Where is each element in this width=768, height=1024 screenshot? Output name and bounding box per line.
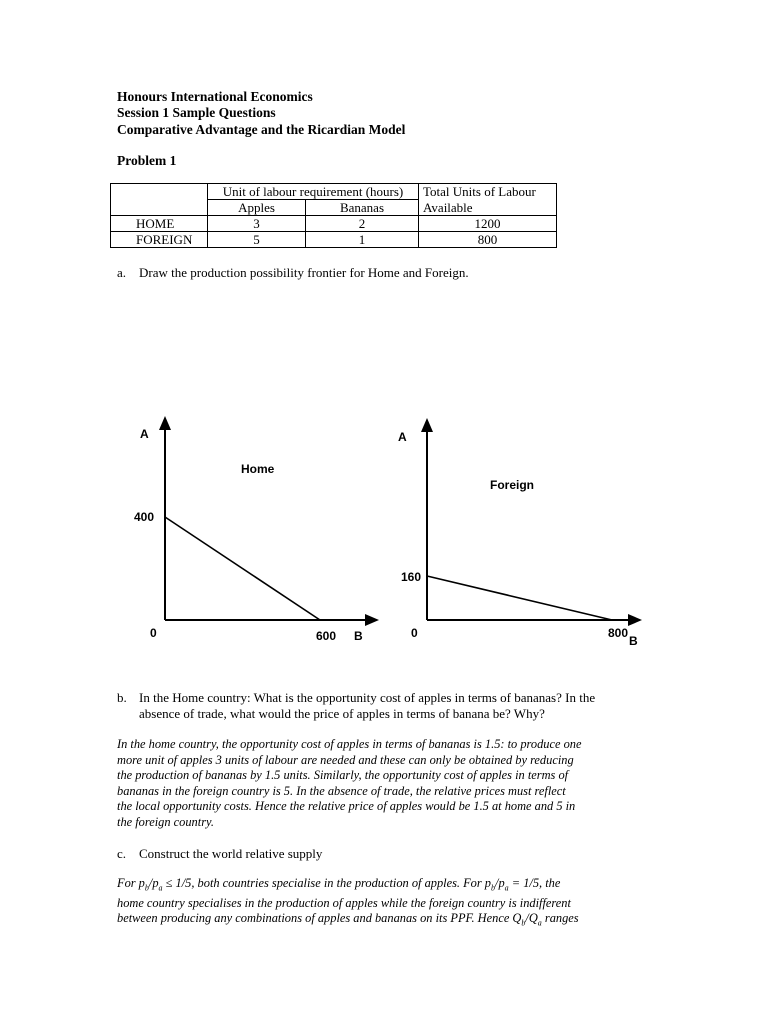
subscript-b: b [521,918,526,928]
foreign-origin-label: 0 [411,626,418,640]
home-y-axis-label: A [140,427,149,441]
row-bananas: 2 [306,216,419,232]
answer-c-text: /Q [525,911,538,926]
answer-c-line1 [117,876,657,896]
answer-b-line: In the home country, the opportunity cost of apples in terms of bananas is 1.5: to produce one [117,737,582,751]
foreign-y-tick-label: 160 [401,570,422,584]
table-header-row [111,184,557,200]
answer-c-text: ranges [541,911,579,926]
table-row [111,216,557,232]
subscript-a: a [158,883,163,893]
table-corner-cell-2 [111,200,208,216]
home-y-tick-label: 400 [134,510,155,524]
subscript-b: b [491,883,495,893]
foreign-y-axis-label: A [398,430,407,444]
topic-title: Comparative Advantage and the Ricardian Model [117,122,406,137]
answer-c [117,876,657,931]
home-origin-label: 0 [150,626,157,640]
home-ppf-line [165,517,320,620]
question-b-line1: In the Home country: What is the opportunity cost of apples in terms of bananas? In the [139,690,596,705]
answer-b-line: the foreign country. [117,814,214,829]
question-b-line2: absence of trade, what would the price of apples in terms of banana be? Why? [139,706,545,721]
header-total-labour: Total Units of Labour [419,184,557,200]
table-row [111,232,557,248]
problem-heading: Problem 1 [117,153,177,168]
subscript-a: a [537,918,542,928]
row-country: HOME [111,216,208,232]
question-c-text: Construct the world relative supply [139,846,323,861]
table-subheader-row [111,200,557,216]
answer-c-line2: home country specialises in the production of apples while the foreign country is indifferent [117,895,571,910]
header-apples: Apples [208,200,306,216]
ppf-diagrams [0,410,768,650]
foreign-x-tick-label: 800 [608,626,629,640]
answer-c-line3 [117,911,657,931]
question-a-label: a. [117,265,127,280]
row-labour: 800 [419,232,557,248]
row-bananas: 1 [306,232,419,248]
home-x-axis-label: B [354,629,363,643]
answer-b-line: bananas in the foreign country is 5. In the absence of trade, the relative prices must reflect [117,783,566,798]
foreign-chart-title: Foreign [490,478,534,492]
question-c-label: c. [117,846,127,861]
course-title: Honours International Economics [117,89,313,104]
home-x-tick-label: 600 [316,629,337,643]
question-b-label: b. [117,690,127,705]
answer-c-text: = 1/5, the [508,876,561,890]
row-apples: 5 [208,232,306,248]
answer-b-line: the local opportunity costs. Hence the relative price of apples would be 1.5 at home and 5 in [117,799,576,813]
foreign-ppf-chart [398,424,638,648]
row-labour: 1200 [419,216,557,232]
home-ppf-chart [134,422,373,643]
table-corner-cell [111,184,208,200]
header-available: Available [419,200,557,216]
answer-b [117,737,657,830]
session-title: Session 1 Sample Questions [117,105,276,120]
answer-c-text: /p [495,876,505,890]
header-bananas: Bananas [306,200,419,216]
foreign-ppf-line [427,576,612,620]
answer-c-text: /p [148,876,159,890]
labour-table [110,183,557,248]
subscript-a: a [504,883,509,893]
question-a-text: Draw the production possibility frontier for Home and Foreign. [139,265,469,280]
header-labour-requirement: Unit of labour requirement (hours) [208,184,419,200]
answer-c-text: ≤ 1/5, both countries specialise in the production of apples. For p [162,876,491,890]
answer-c-text: between producing any combinations of apples and bananas on its PPF. Hence Q [117,911,522,926]
foreign-x-axis-label: B [629,634,638,648]
answer-c-text: For p [117,876,145,890]
answer-b-line: more unit of apples 3 units of labour are needed and these can only be obtained by reducing [117,752,574,767]
row-country: FOREIGN [111,232,208,248]
home-chart-title: Home [241,462,275,476]
subscript-b: b [144,883,149,893]
answer-b-line: the production of bananas by 1.5 units. Similarly, the opportunity cost of apples in terms of [117,768,569,782]
row-apples: 3 [208,216,306,232]
